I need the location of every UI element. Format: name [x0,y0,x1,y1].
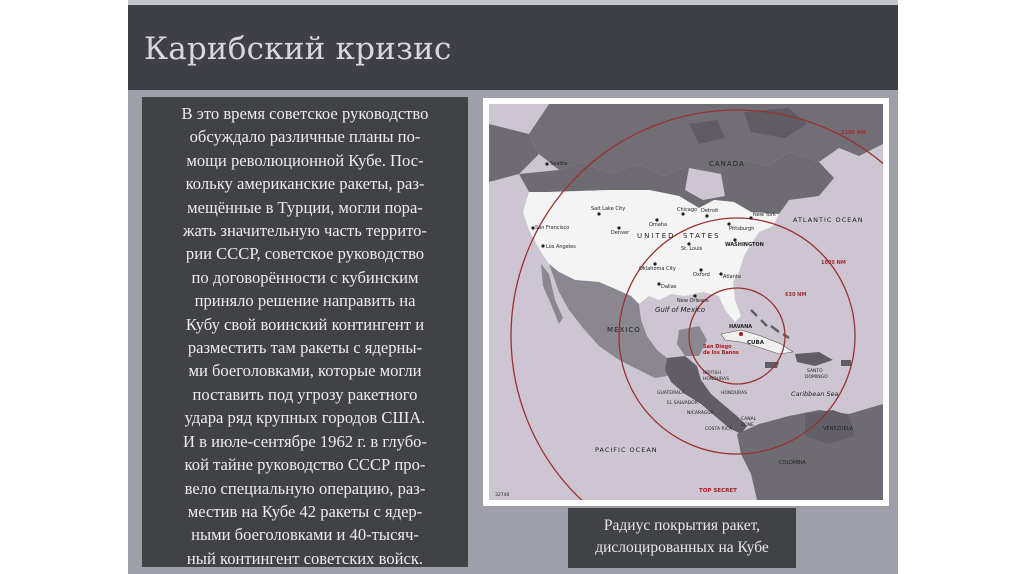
label-venezuela: VENEZUELA [823,426,854,432]
body-line: жать значительную часть террито- [183,221,427,241]
city-label: de los Banos [703,350,739,356]
city-dot [739,332,743,336]
body-line: В это время советское руководство [181,104,429,123]
city-label: Pittsburgh [729,226,755,232]
top-secret-stamp: TOP SECRET [699,488,737,494]
body-line: И в июле-сентябре 1962 г. в глубо- [182,431,428,451]
label-gulf: Gulf of Mexico [655,306,706,314]
city-label: New York [753,212,776,218]
city-label: Oxford [693,272,710,278]
city-label: San Francisco [535,225,570,231]
body-line: по договорённости с кубинским [191,267,419,287]
city-label: Chicago [677,207,698,213]
label-zone: ZONE [741,423,754,428]
label-mexico: MEXICO [607,326,641,334]
label-states: STATES [683,232,721,240]
ring-label-1020: 1020 NM [821,260,846,266]
body-line: мещённые в Турции, могли пора- [187,197,423,217]
slide [128,0,898,574]
body-line: разместить там ракеты с ядерны- [187,338,423,358]
label-cuba: CUBA [747,340,764,346]
body-line: ными боеголовками и 40-тысяч- [191,525,419,545]
label-domingo: DOMINGO [805,375,828,380]
body-line: обсуждало различные планы по- [189,127,421,147]
missile-range-map [489,104,883,500]
city-dot [545,162,548,165]
label-el-salvador: EL SALVADOR [667,401,698,406]
label-guatemala: GUATEMALA [657,391,685,396]
ring-label-630: 630 NM [785,292,807,298]
map-caption [568,508,796,568]
body-line: приняло решение направить на [194,291,416,311]
city-dot [705,214,708,217]
title-bar [128,5,898,90]
body-line: рии СССР, советское руководство [185,244,425,264]
city-label: Denver [611,230,630,236]
city-label: Detroit [701,208,719,214]
city-label: WASHINGTON [725,242,764,248]
body-line: поставить под угрозу ракетного [192,384,418,404]
body-line: ми боеголовками, которые могли [188,361,422,381]
city-label: St. Louis [681,246,703,252]
map-puerto-rico [841,360,851,366]
body-line: удара ряд крупных городов США. [184,408,426,428]
body-line: кой тайне руководство СССР про- [184,455,426,475]
label-pacific: PACIFIC OCEAN [595,446,658,454]
label-atlantic: ATLANTIC OCEAN [793,216,864,224]
city-dot [597,212,600,215]
label-caribbean: Caribbean Sea [791,390,839,398]
body-line: Кубу свой воинский контингент и [185,314,425,334]
body-text [142,102,468,570]
body-line: ный контингент советских войск. [186,548,424,568]
city-label: San Diego [703,344,732,350]
map-frame [483,98,889,506]
city-label: Oklahoma City [639,266,676,272]
body-text-box [142,97,468,567]
body-line: местив на Кубе 42 ракеты с ядер- [187,501,423,521]
label-costa-rica: COSTA RICA [705,427,733,432]
caption-line-1: Радиус покрытия ракет, [603,517,761,534]
city-label: Los Angeles [546,244,576,250]
city-label: New Orleans [677,298,709,304]
city-label: HAVANA [729,324,753,330]
city-label: Omaha [649,222,668,228]
city-dot [541,244,544,247]
label-canal: CANAL [741,417,757,422]
city-label: Seattle [550,161,568,167]
caption-line-2: дислоцированных на Кубе [595,539,769,556]
label-british-2: HONDURAS [703,377,729,382]
city-label: Salt Lake City [591,206,626,212]
city-label: Dallas [661,284,677,290]
ring-label-2200: 2200 NM [841,130,866,136]
label-nicaragua: NICARAGUA [687,411,714,416]
slide-title: Карибский кризис [144,31,452,67]
label-honduras: HONDURAS [721,391,747,396]
label-british: BRITISH [703,371,721,376]
body-line: кольку американские ракеты, раз- [185,174,425,194]
map-number: 32740 [495,493,510,498]
label-colombia: COLOMBIA [779,460,806,466]
city-label: Atlanta [723,274,741,280]
body-line: мощи революционной Кубе. Пос- [186,150,424,170]
body-line: вело специальную операцию, раз- [184,478,426,498]
label-canada: CANADA [709,160,745,168]
label-united: UNITED [637,232,676,240]
label-santo: SANTO [807,369,823,374]
